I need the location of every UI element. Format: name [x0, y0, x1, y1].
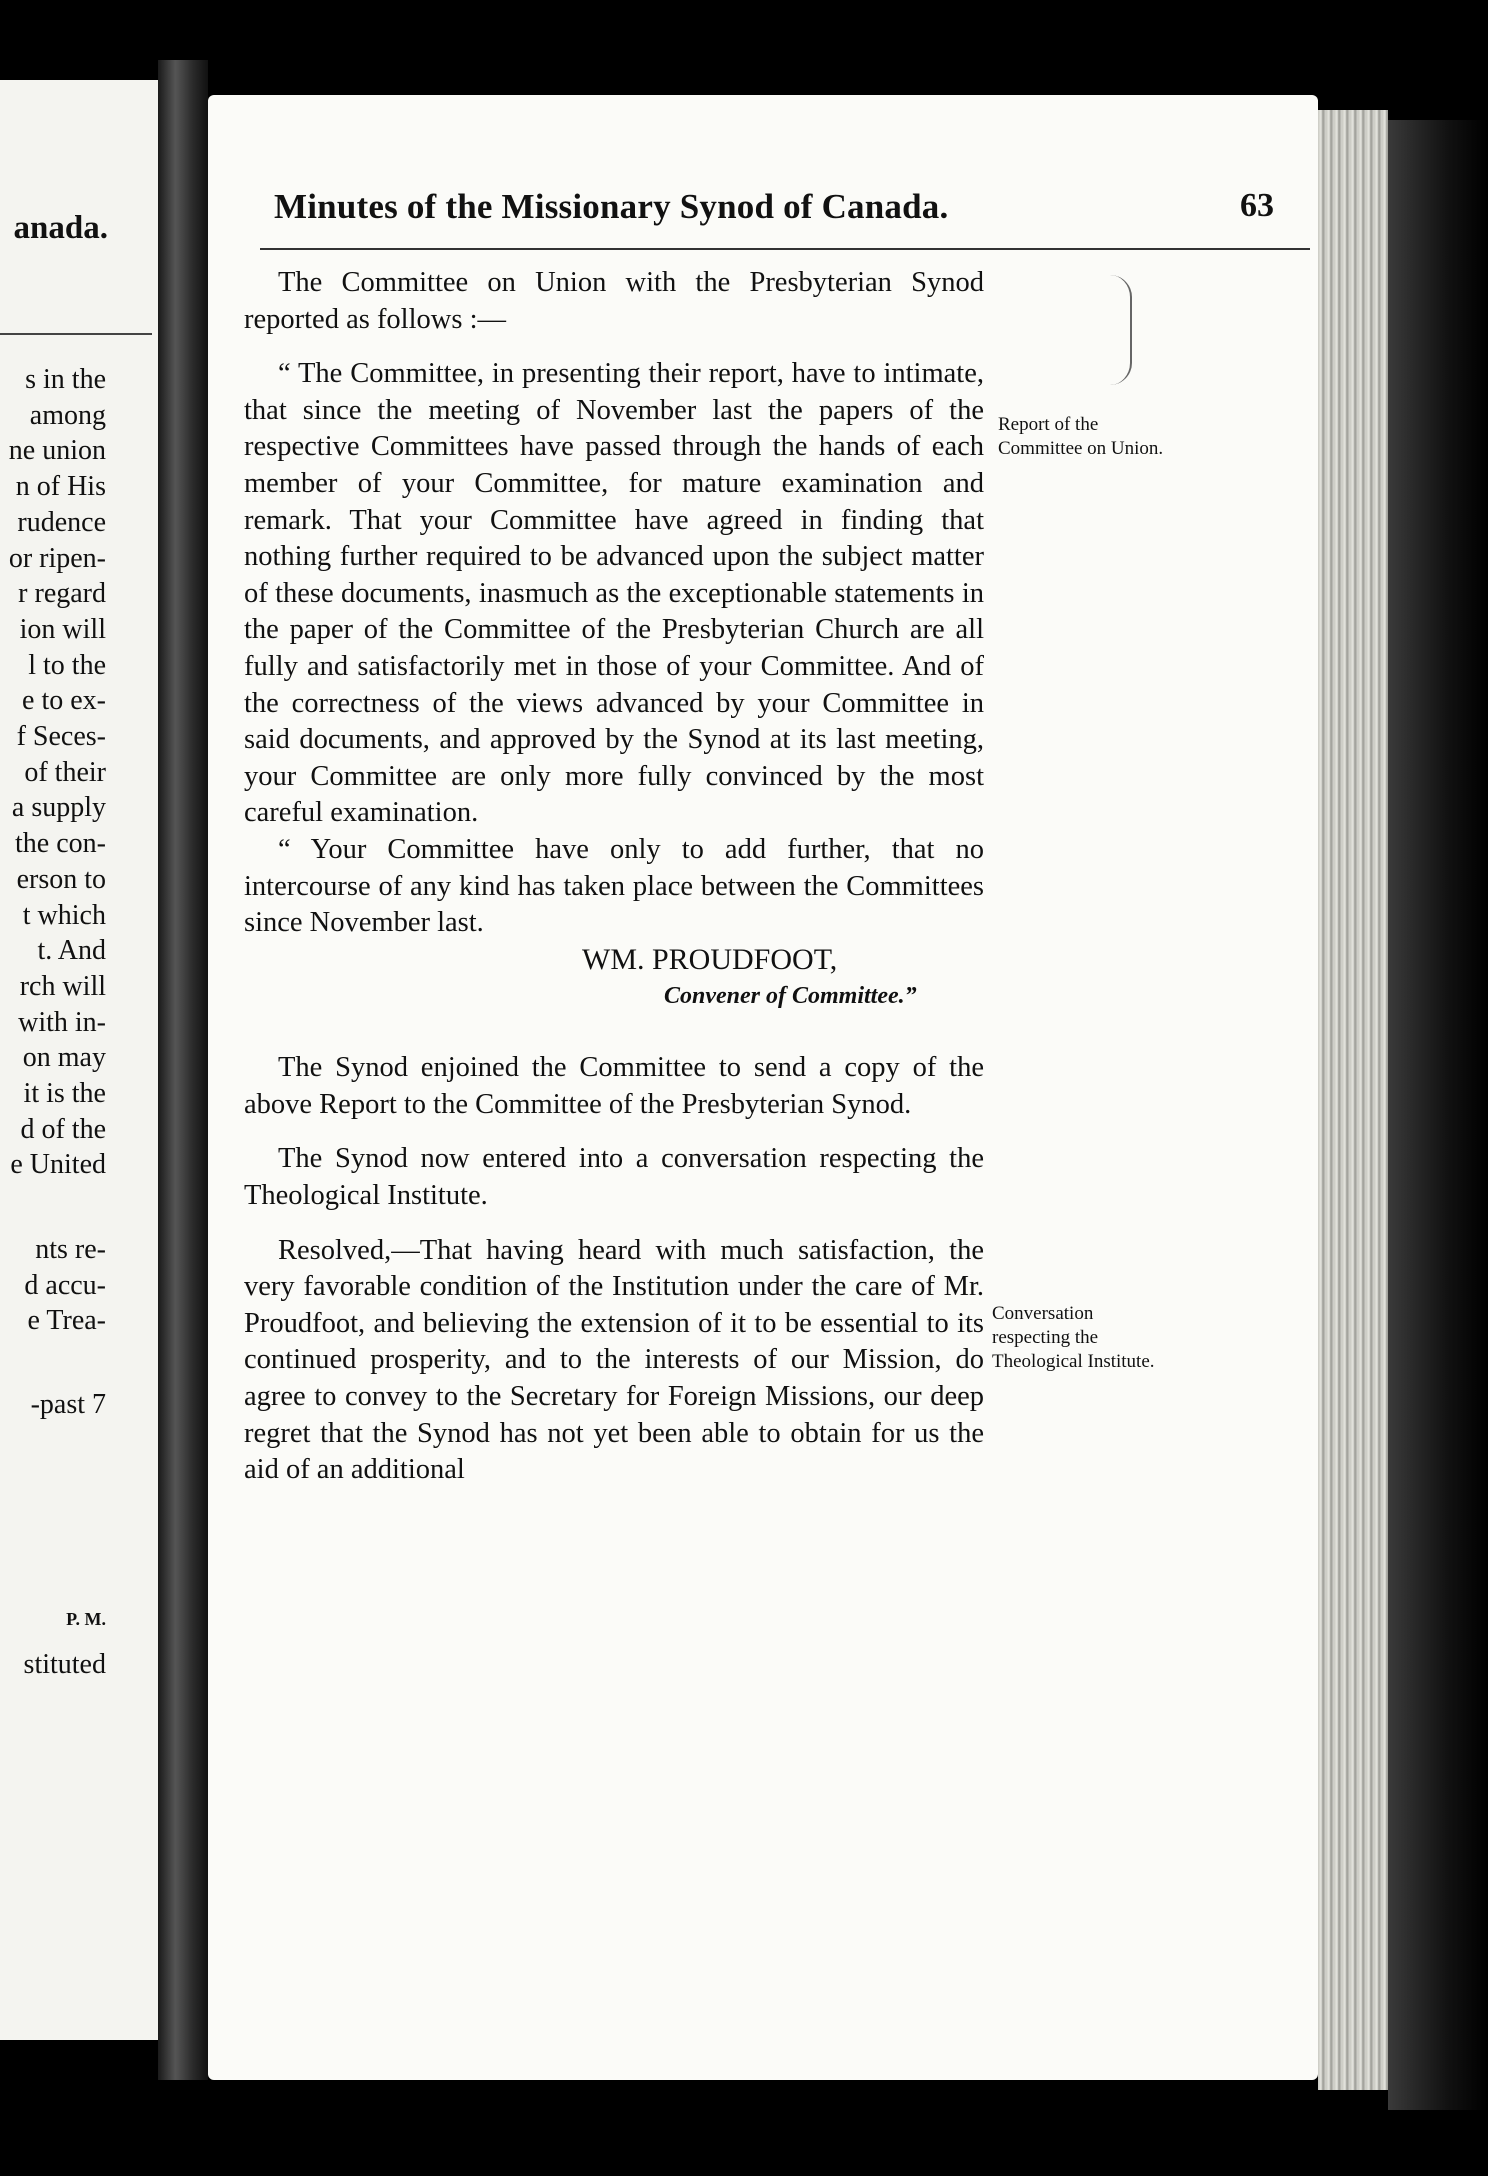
- header-rule: [260, 248, 1310, 250]
- left-page-text-block: [9, 362, 106, 1183]
- left-page-line: t. And: [37, 935, 106, 967]
- left-page-line: ne union: [8, 435, 106, 467]
- margin-bracket: [1110, 275, 1132, 385]
- left-page-text-block: [24, 1232, 106, 1339]
- left-page-rule: [0, 333, 152, 335]
- left-page-line: the con-: [15, 828, 106, 860]
- book-edge-shadow: [1388, 120, 1488, 2110]
- left-page-line: with in-: [18, 1006, 106, 1038]
- signature-name: WM. PROUDFOOT,: [582, 942, 838, 976]
- left-page-line: a supply: [11, 792, 106, 824]
- left-page-line: rch will: [19, 970, 106, 1002]
- left-page-line: s in the: [25, 364, 106, 395]
- book-gutter: [158, 60, 208, 2080]
- left-page-line: l to the: [28, 649, 106, 681]
- left-page-line: t which: [22, 899, 106, 931]
- left-page-line: nts re-: [35, 1234, 106, 1265]
- left-page-line: P. M.: [66, 1609, 106, 1629]
- left-page-line: f Seces-: [16, 721, 106, 753]
- paragraph-committee-report-end: “ Your Committee have only to add further, that no intercourse of any kind has taken place between the Committees since November last.: [244, 833, 984, 939]
- left-page-line: erson to: [16, 863, 106, 895]
- left-page-text-block: [31, 1387, 106, 1423]
- left-page-line: ion will: [19, 613, 106, 645]
- left-page-line: on may: [22, 1042, 106, 1074]
- paragraph-committee-report-intro: The Committee on Union with the Presbyterian Synod reported as follows :—: [244, 267, 984, 335]
- paragraph-committee-report: “ The Committee, in presenting their report, have to intimate, that since the meeting of November last the papers of the respective Committees have passed through the hands of each member of your Committee, for mature examination and remark. That your Committee have agreed in finding that nothing further required to be advanced upon the subject matter of these documents, inasmuch as the exceptionable statements in the paper of the Committee of the Presbyterian Church are all fully and satisfactorily met in those of your Committee. And of the correctness of the views advanced by your Committee in said documents, and approved by the Synod at its last meeting, your Committee are only more fully convinced by the most careful examination.: [244, 358, 984, 829]
- left-page-line: d accu-: [24, 1269, 106, 1301]
- left-page-line: e Trea-: [27, 1305, 106, 1337]
- paragraph-synod-enjoined: The Synod enjoined the Committee to send a copy of the above Report to the Committee of the Presbyterian Synod.: [244, 1052, 984, 1120]
- left-page-line: stituted: [23, 1649, 106, 1680]
- paragraph-theological-institute: The Synod now entered into a conversation respecting the Theological Institute.: [244, 1143, 984, 1212]
- left-page-line: or ripen-: [8, 542, 106, 574]
- left-page-line: -past 7: [30, 1389, 106, 1420]
- left-page-text-block: [66, 1602, 106, 1638]
- paragraph-resolution: Resolved,—That having heard with much satisfaction, the very favorable condition of the Institution under the care of Mr. Proudfoot, and believing the extension of it to be essential to its continued prosperity, and to the interests of our Mission, do agree to convey to the Secretary for Foreign Missions, our deep regret that the Synod has not yet been able to obtain for us the aid of an additional: [244, 1234, 984, 1486]
- page-number: 63: [1240, 187, 1274, 224]
- left-page-text-block: [24, 1647, 106, 1683]
- running-title: Minutes of the Missionary Synod of Canada.: [274, 187, 949, 226]
- left-page-line: n of His: [15, 471, 106, 503]
- left-page-line: e United: [10, 1149, 106, 1181]
- left-page-line: e to ex-: [22, 685, 106, 717]
- left-page-line: it is the: [23, 1078, 106, 1110]
- left-page: [0, 80, 161, 2040]
- left-page-line: among: [29, 399, 106, 431]
- left-page-line: of their: [24, 756, 106, 788]
- margin-note-report: Report of the Committee on Union.: [998, 414, 1164, 459]
- left-page-line: rudence: [17, 506, 106, 538]
- body-text: [244, 265, 984, 1489]
- right-page: [208, 95, 1318, 2080]
- left-page-line: d of the: [20, 1113, 106, 1145]
- left-page-heading: anada.: [13, 210, 108, 246]
- signature-title: Convener of Committee.”: [664, 982, 917, 1009]
- left-page-line: r regard: [18, 578, 106, 610]
- margin-note-conversation: Conversation respecting the Theological Institute.: [992, 1303, 1155, 1372]
- running-header: [274, 187, 1274, 237]
- page-fore-edge: [1318, 110, 1388, 2090]
